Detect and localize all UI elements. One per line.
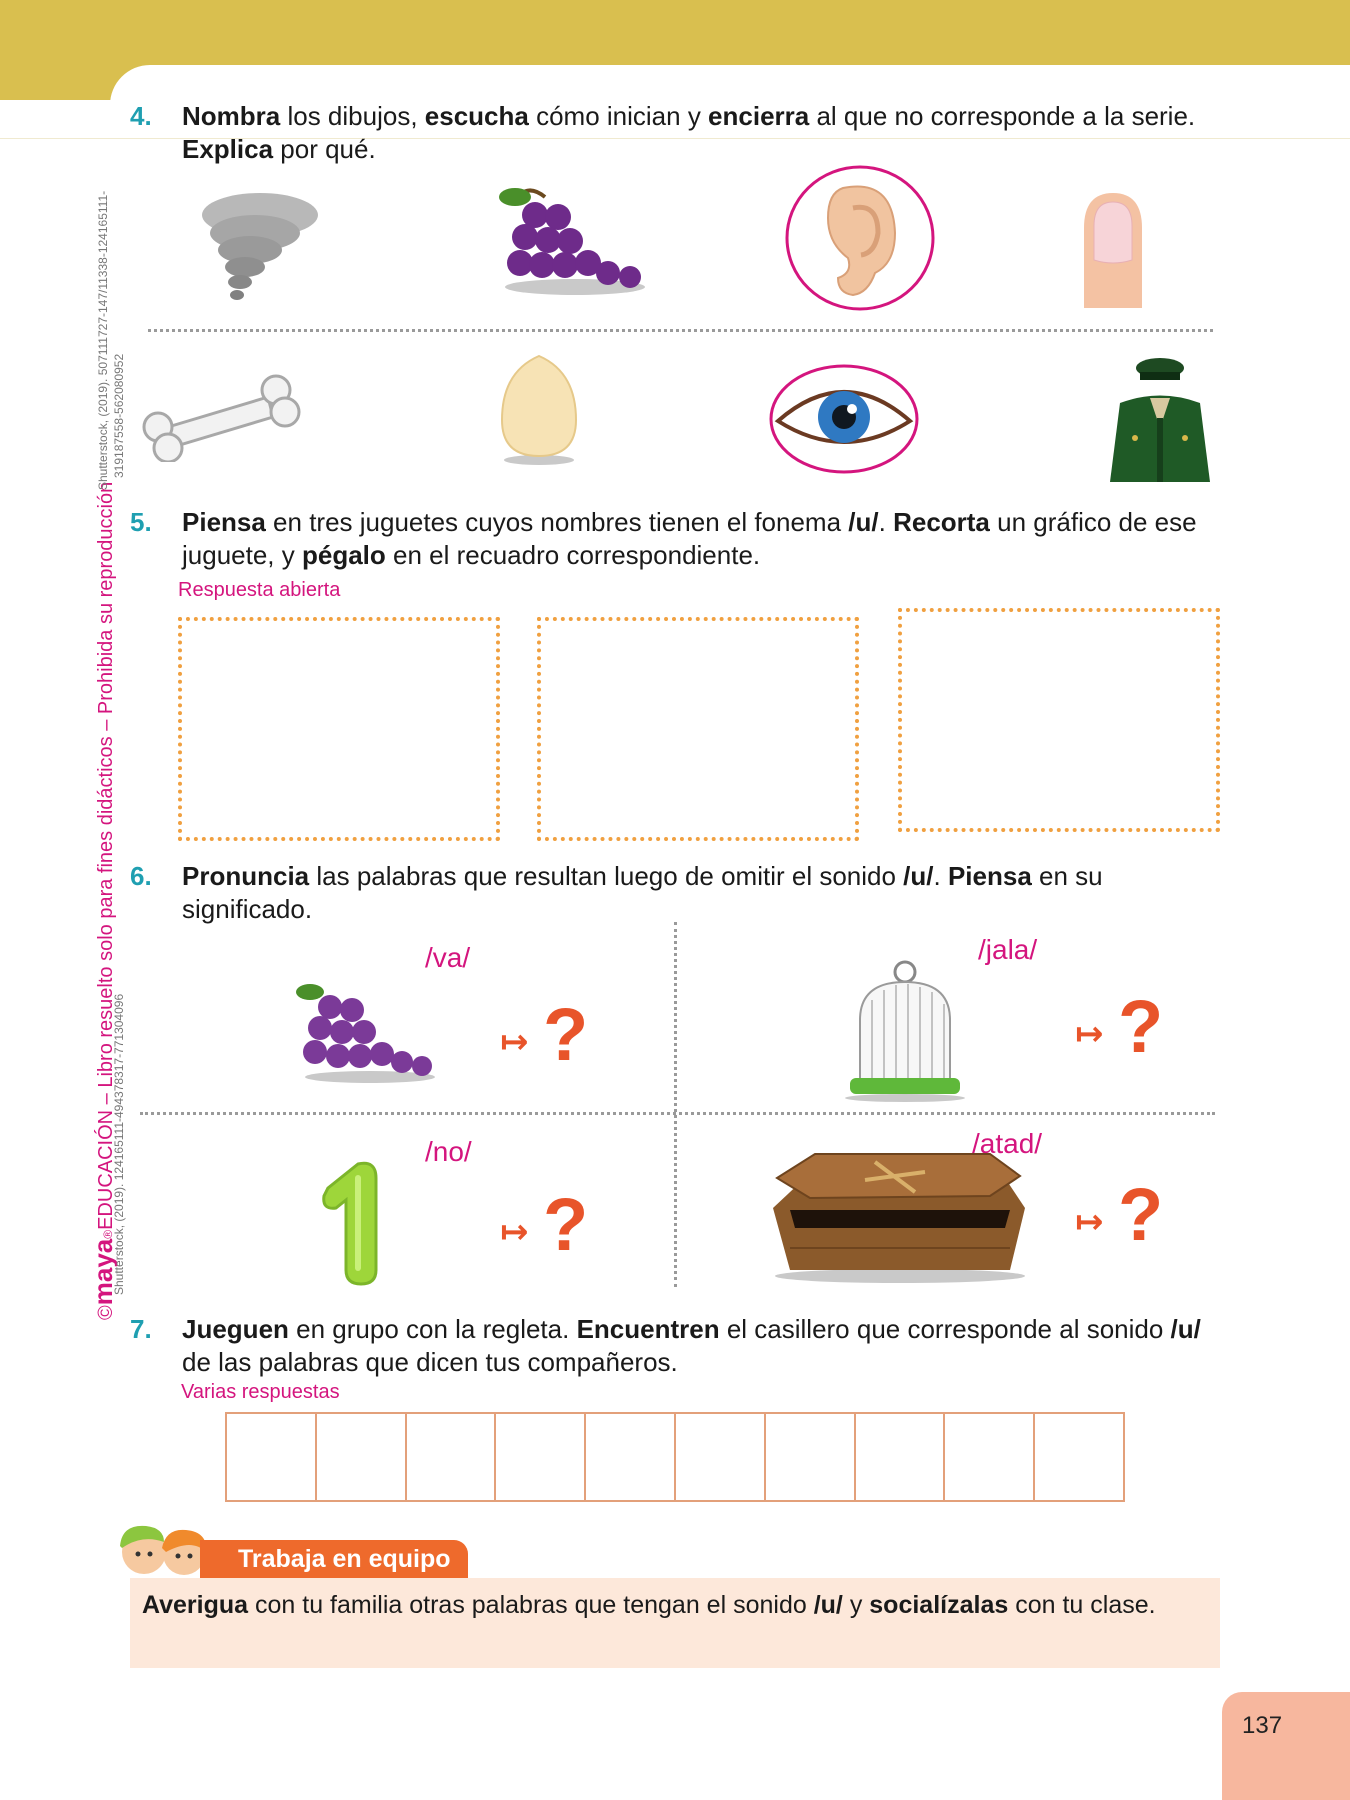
regleta-cell[interactable] bbox=[317, 1414, 407, 1500]
grid-divider-horizontal bbox=[140, 1112, 1215, 1115]
side-copyright: ©maya®EDUCACIÓN – Libro resuelto solo para fines didácticos – Prohibida su reproducción bbox=[88, 481, 118, 1320]
regleta-cell[interactable] bbox=[1035, 1414, 1123, 1500]
grapes-icon bbox=[490, 185, 650, 300]
grid-divider-vertical bbox=[674, 922, 677, 1287]
arrow-icon: ↦ bbox=[1075, 1015, 1104, 1053]
question-text: Piensa en tres juguetes cuyos nombres tienen el fonema /u/. Recorta un gráfico de ese juguete, y pégalo en el recuadro correspondiente. bbox=[182, 507, 1197, 570]
image-credit-bottom: Shutterstock, (2019). 124165111-494378317-771304096 bbox=[112, 993, 126, 1295]
question-mark-icon: ? bbox=[1118, 985, 1164, 1068]
paste-box-1[interactable] bbox=[178, 617, 500, 841]
eye-icon[interactable] bbox=[768, 363, 920, 475]
paste-box-2[interactable] bbox=[537, 617, 859, 841]
bone-icon bbox=[138, 372, 303, 462]
arrow-icon: ↦ bbox=[500, 1213, 529, 1251]
team-text: Averigua con tu familia otras palabras que tengan el sonido /u/ y socialízalas con tu clase. bbox=[142, 1591, 1156, 1619]
phoneme-label: /jala/ bbox=[978, 934, 1038, 965]
regleta-cell[interactable] bbox=[766, 1414, 856, 1500]
divider-row bbox=[148, 329, 1213, 332]
regleta-cell[interactable] bbox=[496, 1414, 586, 1500]
answer-note: Respuesta abierta bbox=[178, 579, 341, 601]
question-number: 7. bbox=[130, 1314, 152, 1344]
page-number: 137 bbox=[1242, 1712, 1283, 1739]
team-label: Trabaja en equipo bbox=[238, 1545, 451, 1573]
image-credit-top-2: 319187558-562080952 bbox=[112, 353, 126, 478]
number-one-icon bbox=[318, 1158, 386, 1286]
regleta-cell[interactable] bbox=[586, 1414, 676, 1500]
regleta-cell[interactable] bbox=[227, 1414, 317, 1500]
answer-note: Varias respuestas bbox=[181, 1381, 340, 1403]
question-number: 5. bbox=[130, 507, 152, 537]
phoneme-label: /no/ bbox=[425, 1136, 472, 1167]
regleta-cell[interactable] bbox=[856, 1414, 946, 1500]
image-credit-top-1: Shutterstock, (2019). 507111727-147/11338-124165111- bbox=[96, 190, 110, 490]
grapes-icon bbox=[290, 982, 440, 1084]
page-number-tab bbox=[1222, 1692, 1350, 1800]
question-mark-icon: ? bbox=[1118, 1173, 1164, 1256]
question-number: 4. bbox=[130, 101, 152, 131]
question-text: Pronuncia las palabras que resultan luego de omitir el sonido /u/. Piensa en su significado. bbox=[182, 861, 1103, 924]
regleta-cell[interactable] bbox=[945, 1414, 1035, 1500]
question-mark-icon: ? bbox=[543, 993, 589, 1076]
paste-box-3[interactable] bbox=[898, 608, 1220, 832]
uniform-icon bbox=[1105, 348, 1215, 482]
coffin-icon bbox=[765, 1148, 1030, 1284]
phoneme-label: /atad/ bbox=[972, 1128, 1043, 1159]
question-text: Nombra los dibujos, escucha cómo inician y encierra al que no corresponde a la serie. Explica por qué. bbox=[182, 101, 1196, 164]
arrow-icon: ↦ bbox=[1075, 1203, 1104, 1241]
phoneme-label: /va/ bbox=[425, 942, 471, 973]
question-number: 6. bbox=[130, 861, 152, 891]
arrow-icon: ↦ bbox=[500, 1023, 529, 1061]
regleta-cell[interactable] bbox=[676, 1414, 766, 1500]
fingernail-icon bbox=[1078, 188, 1148, 308]
egg-icon bbox=[496, 352, 582, 467]
ear-icon[interactable] bbox=[783, 163, 938, 313]
question-mark-icon: ? bbox=[543, 1183, 589, 1266]
tornado-icon bbox=[195, 185, 325, 310]
question-text: Jueguen en grupo con la regleta. Encuentren el casillero que corresponde al sonido /u/ de las palabras que dicen tus compañeros. bbox=[182, 1314, 1201, 1377]
cage-icon bbox=[845, 960, 965, 1102]
regleta-grid bbox=[225, 1412, 1125, 1502]
regleta-cell[interactable] bbox=[407, 1414, 497, 1500]
